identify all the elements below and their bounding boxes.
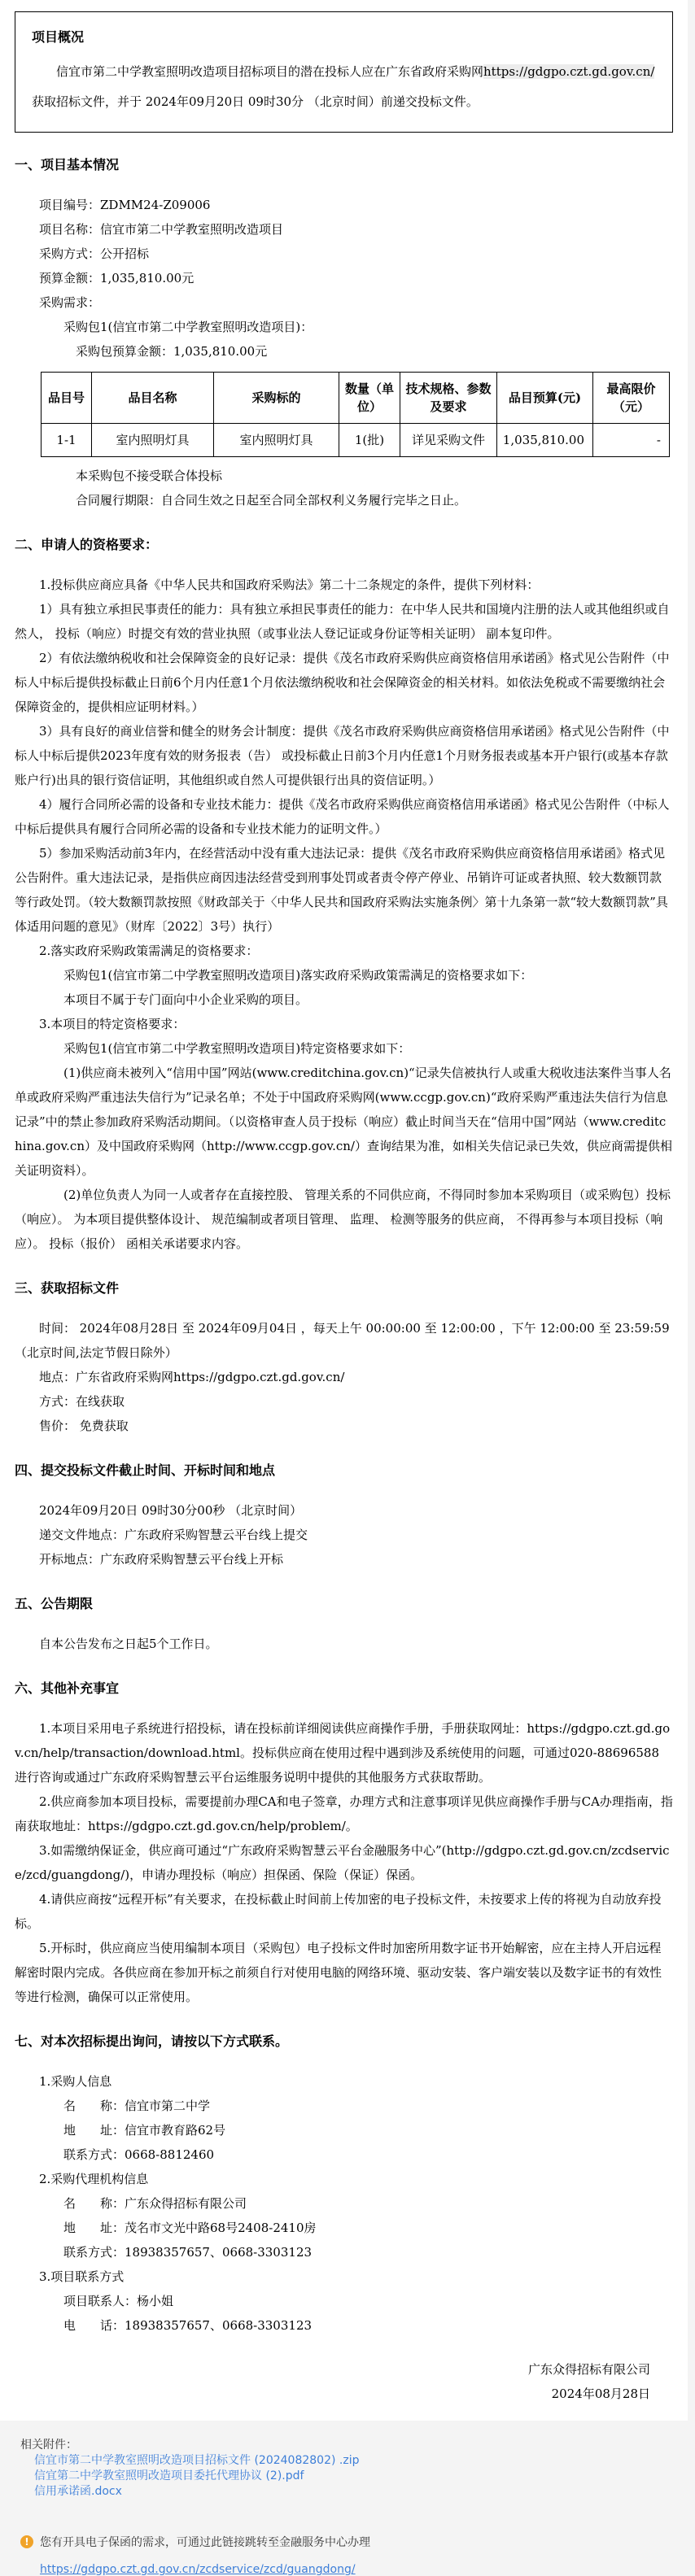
procurement-demand-line: 采购需求： (39, 295, 101, 310)
table-cell-quantity: 1(批) (339, 424, 400, 457)
budget-amount-line: 预算金额：1,035,810.00元 (39, 271, 195, 285)
attachment-link-pdf[interactable]: 信宜第二中学教室照明改造项目委托代理协议 (2).pdf (34, 2469, 304, 2482)
e-guarantee-notice (0, 2534, 688, 2576)
qualification-paragraph: 2.落实政府采购政策需满足的资格要求： (39, 944, 259, 958)
section-heading-qualification: 二、申请人的资格要求： (15, 537, 159, 552)
project-contact-phone-line: 电 话：18938357657、0668-3303123 (63, 2318, 313, 2333)
attachment-link-docx[interactable]: 信用承诺函.docx (34, 2485, 122, 2498)
attachments-list (20, 2453, 688, 2500)
signature-block (15, 2357, 673, 2406)
obtain-time-line: 时间： 2024年08月28日 至 2024年09月04日 ，每天上午 00:00:00 至 12:00:00 ，下午 12:00:00 至 23:59:59 （北京时间,法定节假日除外） (15, 1321, 670, 1360)
contract-period-note: 合同履行期限：自合同生效之日起至合同全部权利义务履行完毕之日止。 (76, 493, 467, 508)
qualification-paragraph: 5）参加采购活动前3年内，在经营活动中没有重大违法记录：提供《茂名市政府采购供应商资格信用承诺函》格式见公告附件。重大违法记录，是指供应商因违法经营受到刑事处罚或者责令停产停业、吊销许可证或者执照、较大数额罚款等行政处罚。（较大数额罚款按照《财政部关于〈中华人民共和国政府采购法实施条例〉第十九条第一款“较大数额罚款”具体适用问题的意见》（财库〔2022〕3号）执行） (15, 846, 668, 934)
qualification-paragraph: 3.本项目的特定资格要求： (39, 1017, 186, 1031)
deadline-line: 2024年09月20日 09时30分00秒 （北京时间） (39, 1503, 303, 1518)
qualification-paragraph: 1.投标供应商应具备《中华人民共和国政府采购法》第二十二条规定的条件，提供下列材料： (39, 578, 540, 592)
purchaser-info-title: 1.采购人信息 (39, 2074, 112, 2089)
qualification-paragraph: (1)供应商未被列入“信用中国”网站(www.creditchina.gov.cn)“记录失信被执行人或重大税收违法案件当事人名单或政府采购严重违法失信行为”记录名单；不处于中国政府采购网(www.ccgp.gov.cn)“政府采购严重违法失信行为信息记录”中的禁止参加政府采购活动期间。（以资格审查人员于投标（响应）截止时间当天在“信用中国”网站（www.creditchina.gov.cn）及中国政府采购网（http://www.ccgp.gov.cn/）查询结果为准，如相关失信记录已失效，供应商需提供相关证明资料）。 (15, 1066, 672, 1178)
overview-text-suffix: 获取招标文件，并于 2024年09月20日 09时30分 （北京时间）前递交投标文件。 (32, 94, 479, 109)
section-heading-announcement-period: 五、公告期限 (15, 1596, 94, 1611)
section-heading-obtain-documents: 三、获取招标文件 (15, 1280, 120, 1296)
qualification-paragraph: 采购包1(信宜市第二中学教室照明改造项目)特定资格要求如下： (63, 1041, 411, 1056)
table-header-budget: 品目预算(元) (497, 373, 593, 424)
table-header-price-limit: 最高限价（元） (593, 373, 670, 424)
agency-signature: 广东众得招标有限公司 (527, 2362, 650, 2377)
attachment-link-zip[interactable]: 信宜市第二中学教室照明改造项目招标文件 (2024082802) .zip (34, 2454, 360, 2467)
qualification-paragraph: 采购包1(信宜市第二中学教室照明改造项目)落实政府采购政策需满足的资格要求如下： (63, 968, 533, 983)
attachments-section (0, 2437, 688, 2500)
table-header-row (42, 373, 670, 424)
table-header-subject: 采购标的 (214, 373, 339, 424)
supplement-paragraph: 3.如需缴纳保证金，供应商可通过“广东政府采购智慧云平台金融服务中心”(http://gdgpo.czt.gd.gov.cn/zcdservice/zcd/guangdong/)，申请办理投标（响应）担保函、保险（保证）保函。 (15, 1843, 670, 1882)
no-consortium-note: 本采购包不接受联合体投标 (76, 469, 223, 483)
section-heading-submission: 四、提交投标文件截止时间、开标时间和地点 (15, 1462, 276, 1478)
project-contact-title: 3.项目联系方式 (39, 2269, 125, 2284)
items-table (41, 372, 670, 457)
purchaser-phone-line: 联系方式：0668-8812460 (63, 2147, 215, 2162)
qualification-paragraph: 4）履行合同所必需的设备和专业技术能力：提供《茂名市政府采购供应商资格信用承诺函》格式见公告附件（中标人中标后提供具有履行合同所必需的设备和专业技术能力的证明文件。） (15, 797, 670, 836)
table-header-specs: 技术规格、参数及要求 (400, 373, 497, 424)
section-heading-supplement: 六、其他补充事宜 (15, 1680, 120, 1696)
table-row (42, 424, 670, 457)
agency-name-line: 名 称：广东众得招标有限公司 (63, 2196, 247, 2211)
procurement-method-line: 采购方式：公开招标 (39, 246, 150, 261)
table-cell-budget: 1,035,810.00 (497, 424, 593, 457)
qualification-paragraph: 1）具有独立承担民事责任的能力：具有独立承担民事责任的能力：在中华人民共和国境内注册的法人或其他组织或自然人， 投标（响应）时提交有效的营业执照（或事业法人登记证或身份证等相关证明） 副本复印件。 (15, 602, 670, 641)
supplement-paragraph: 2.供应商参加本项目投标，需要提前办理CA和电子签章，办理方式和注意事项详见供应商操作手册与CA办理指南，指南获取地址：https://gdgpo.czt.gd.gov.cn/help/problem/。 (15, 1794, 673, 1833)
package-budget-line: 采购包预算金额：1,035,810.00元 (76, 344, 268, 359)
table-header-item-no: 品目号 (42, 373, 92, 424)
qualification-paragraph: 2）有依法缴纳税收和社会保障资金的良好记录：提供《茂名市政府采购供应商资格信用承诺函》格式见公告附件（中标人中标后提供投标截止日前6个月内任意1个月依法缴纳税收和社会保障资金的相关材料。如依法免税或不需要缴纳社会保障资金的，提供相应证明材料。） (15, 651, 670, 714)
agency-phone-line: 联系方式：18938357657、0668-3303123 (63, 2245, 313, 2260)
project-number-line: 项目编号：ZDMM24-Z09006 (39, 198, 211, 212)
overview-title: 项目概况 (32, 29, 85, 45)
qualification-paragraph: 3）具有良好的商业信誉和健全的财务会计制度：提供《茂名市政府采购供应商资格信用承诺函》格式见公告附件（中标人中标后提供2023年度有效的财务报表（告） 或投标截止日前3个月内任意1个月财务报表或基本开户银行(或基本存款账户行)出具的银行资信证明，其他组织或自然人可提供银行出具的资信证明。） (15, 724, 670, 787)
project-name-line: 项目名称：信宜市第二中学教室照明改造项目 (39, 222, 284, 237)
attachments-label: 相关附件： (20, 2439, 77, 2452)
supplement-paragraph: 4.请供应商按“远程开标”有关要求，在投标截止时间前上传加密的电子投标文件，未按要求上传的将视为自动放弃投标。 (15, 1892, 662, 1931)
supplement-paragraph: 5.开标时，供应商应当使用编制本项目（采购包）电子投标文件时加密所用数字证书开始解密，应在主持人开启远程解密时限内完成。各供应商在参加开标之前须自行对使用电脑的网络环境、驱动安装、客户端安装以及数字证书的有效性等进行检测，确保可以正常使用。 (15, 1941, 662, 2004)
signature-date: 2024年08月28日 (551, 2386, 650, 2401)
project-contact-name-line: 项目联系人：杨小姐 (63, 2294, 174, 2308)
notice-link[interactable]: https://gdgpo.czt.gd.gov.cn/zcdservice/zcd/guangdong/ (40, 2563, 356, 2576)
bid-opening-place-line: 开标地点：广东政府采购智慧云平台线上开标 (39, 1552, 284, 1567)
purchaser-name-line: 名 称：信宜市第二中学 (63, 2099, 211, 2113)
table-cell-item-no: 1-1 (42, 424, 92, 457)
submit-place-line: 递交文件地点：广东政府采购智慧云平台线上提交 (39, 1528, 308, 1542)
overview-text (32, 57, 656, 117)
project-overview-section (15, 11, 673, 133)
table-cell-subject: 室内照明灯具 (214, 424, 339, 457)
table-cell-price-limit: - (593, 424, 670, 457)
supplement-paragraph: 1.本项目采用电子系统进行招投标，请在投标前详细阅读供应商操作手册，手册获取网址：https://gdgpo.czt.gd.gov.cn/help/transaction/download.html。投标供应商在使用过程中遇到涉及系统使用的问题，可通过020-88696588 进行咨询或通过广东政府采购智慧云平台运维服务说明中提供的其他服务方式获取帮助。 (15, 1721, 671, 1785)
obtain-method-line: 方式：在线获取 (39, 1394, 125, 1409)
announcement-period-line: 自本公告发布之日起5个工作日。 (39, 1637, 218, 1651)
agency-info-title: 2.采购代理机构信息 (39, 2172, 149, 2186)
warning-icon: ! (20, 2535, 33, 2548)
notice-text: 您有开具电子保函的需求，可通过此链接跳转至金融服务中心办理 (40, 2536, 370, 2549)
obtain-place-line: 地点：广东省政府采购网https://gdgpo.czt.gd.gov.cn/ (39, 1370, 345, 1384)
qualification-paragraph: 本项目不属于专门面向中小企业采购的项目。 (63, 992, 308, 1007)
procurement-site-url: https://gdgpo.czt.gd.gov.cn/ (483, 64, 655, 79)
section-heading-contact: 七、对本次招标提出询问，请按以下方式联系。 (15, 2033, 289, 2049)
purchaser-address-line: 地 址：信宜市教育路62号 (63, 2123, 226, 2138)
qualification-paragraph: (2)单位负责人为同一人或者存在直接控股、 管理关系的不同供应商，不得同时参加本采购项目（或采购包）投标（响应）。 为本项目提供整体设计、 规范编制或者项目管理、 监理、 检测等服务的供应商， 不得再参与本项目投标（响应）。 投标（报价） 函相关承诺要求内容。 (15, 1188, 671, 1251)
package-line: 采购包1(信宜市第二中学教室照明改造项目)： (63, 320, 313, 334)
obtain-price-line: 售价： 免费获取 (39, 1419, 129, 1433)
table-header-item-name: 品目名称 (92, 373, 214, 424)
agency-address-line: 地 址：茂名市文光中路68号2408-2410房 (63, 2221, 317, 2235)
table-header-quantity: 数量（单位） (339, 373, 400, 424)
overview-text-prefix: 信宜市第二中学教室照明改造项目招标项目的潜在投标人应在广东省政府采购网 (56, 64, 484, 79)
table-cell-item-name: 室内照明灯具 (92, 424, 214, 457)
notice-row (20, 2534, 688, 2550)
section-heading-basic-info: 一、项目基本情况 (15, 157, 120, 172)
table-cell-specs: 详见采购文件 (400, 424, 497, 457)
